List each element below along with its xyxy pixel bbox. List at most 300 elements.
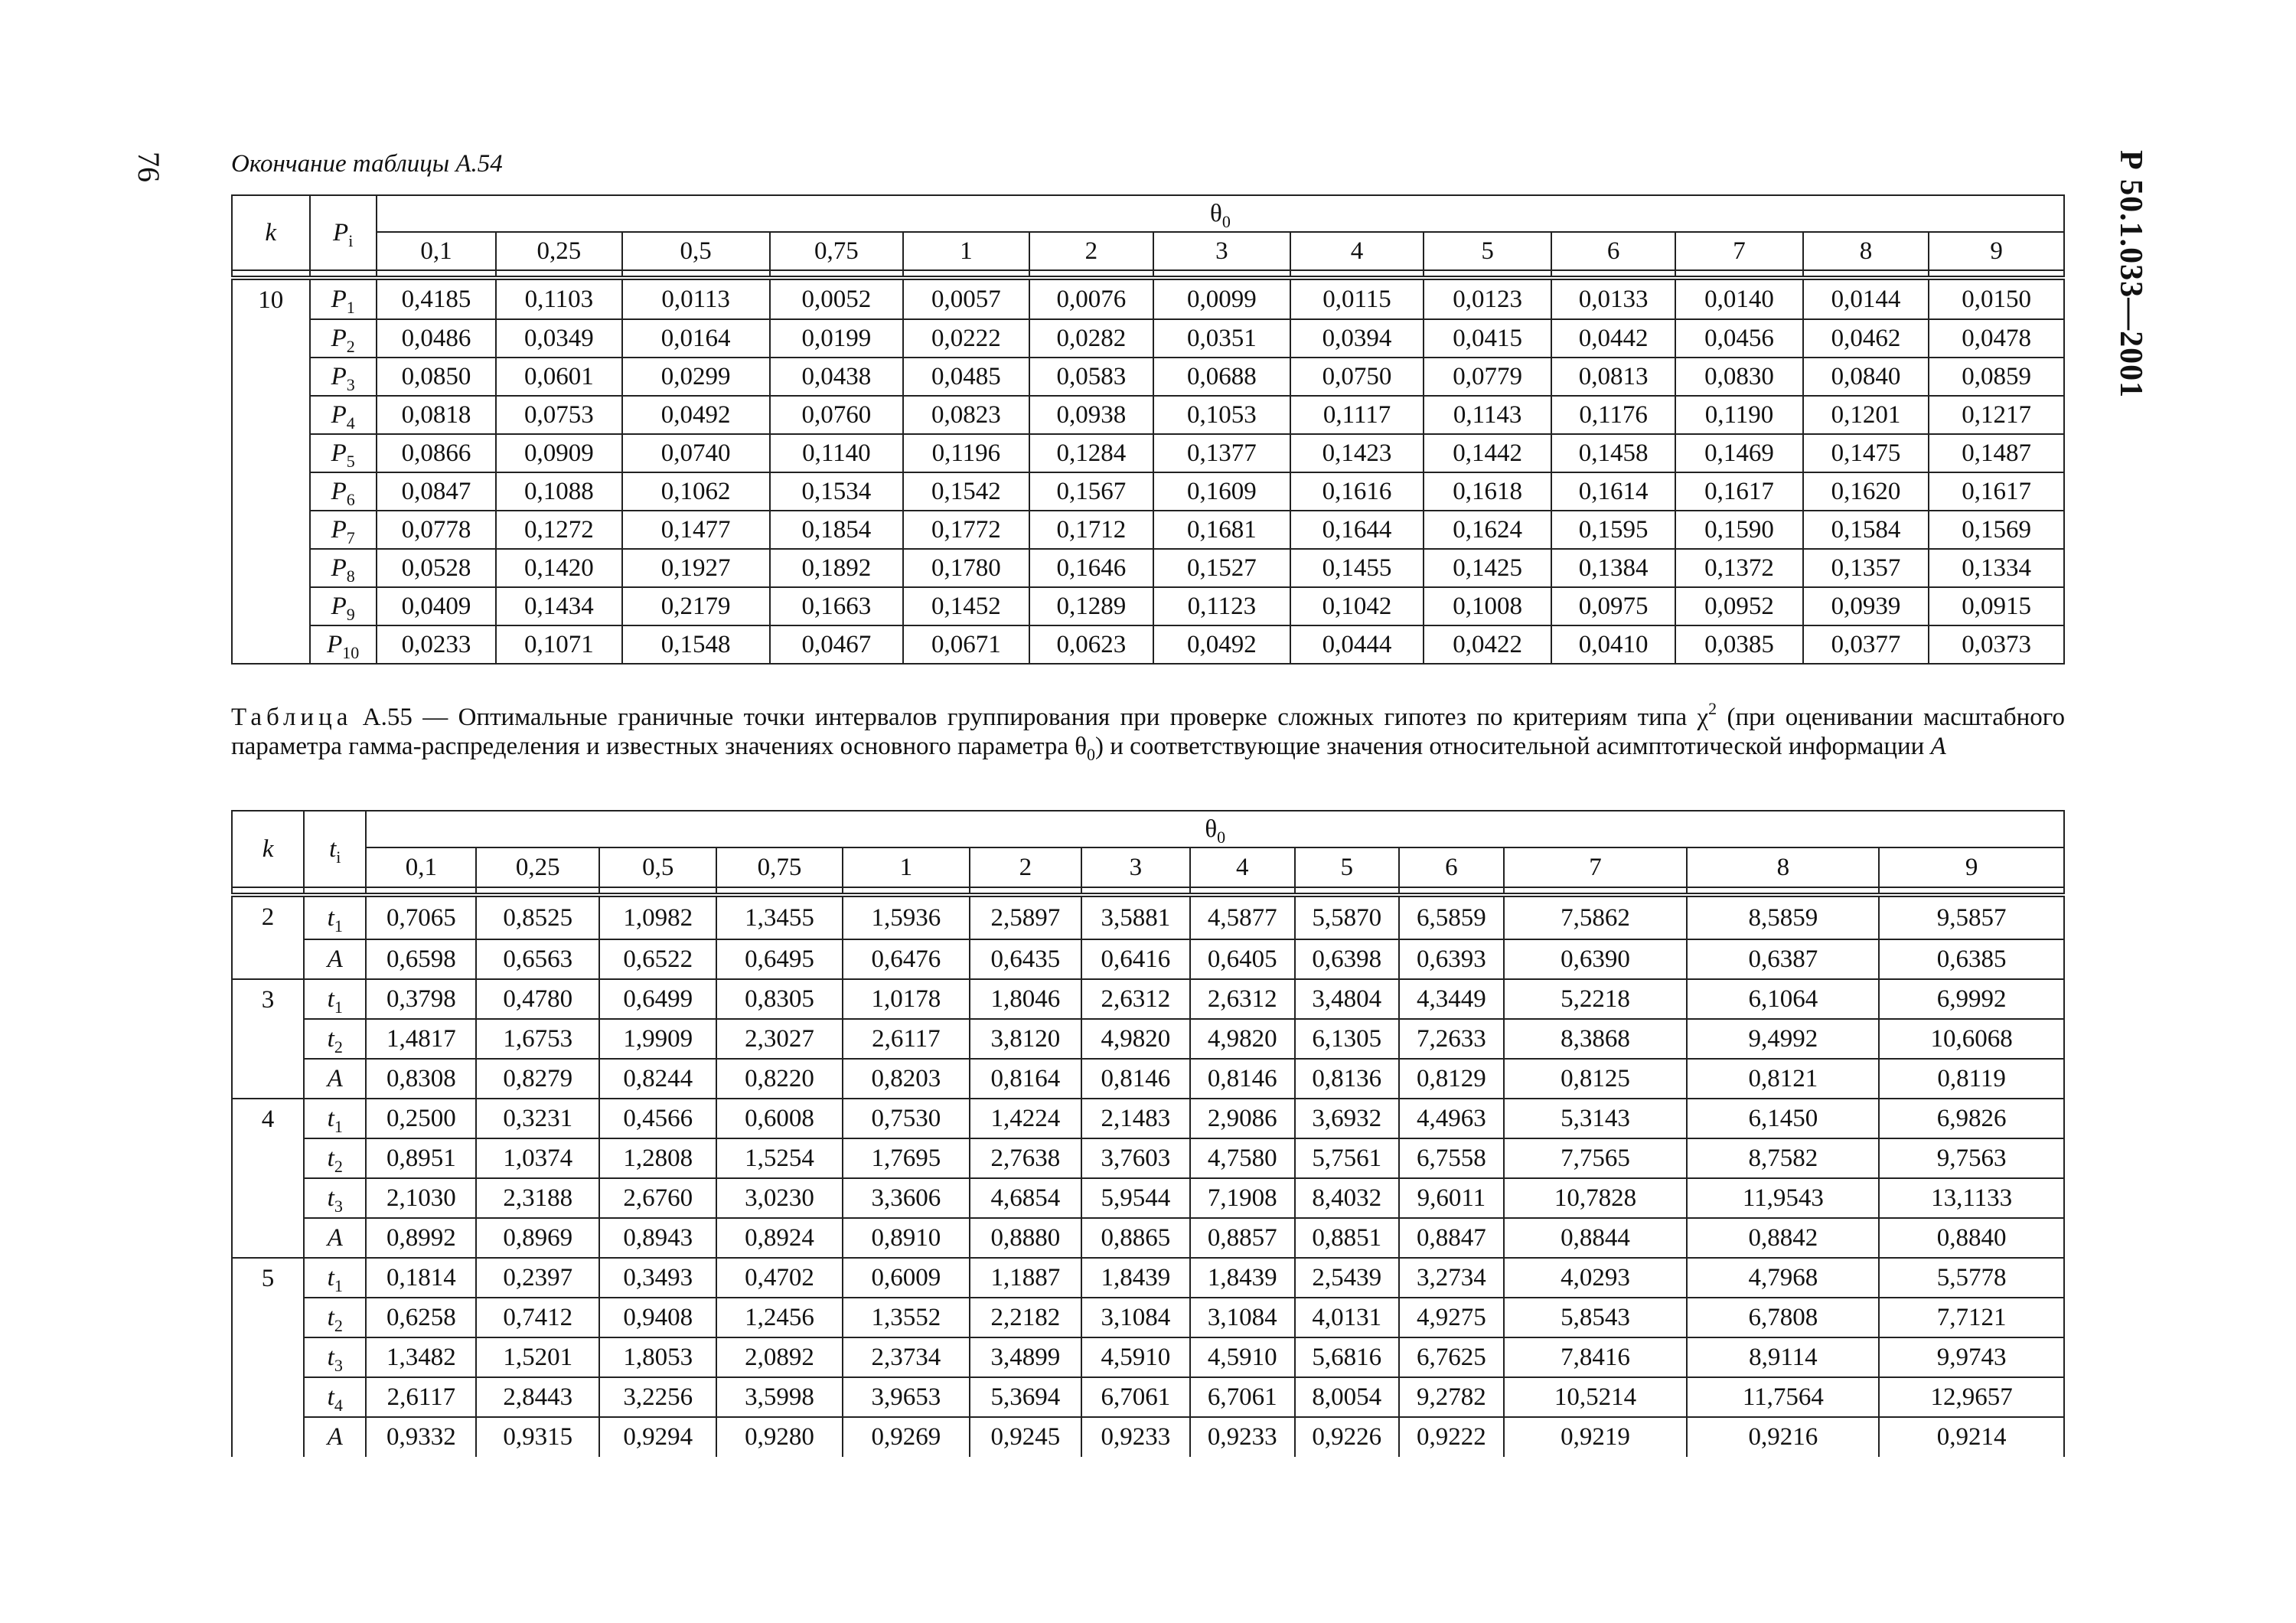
table-cell: 0,0444 (1290, 625, 1424, 664)
theta-value: 1 (843, 847, 970, 887)
table-cell: 0,4185 (377, 278, 496, 319)
table-cell: 0,1053 (1153, 396, 1290, 434)
table-cell: 0,1584 (1803, 511, 1929, 549)
table-cell: 2,0892 (716, 1337, 842, 1377)
table-row (232, 1178, 2064, 1218)
a-label-letter: A (327, 1423, 343, 1451)
table-cell: 0,0456 (1675, 319, 1803, 358)
table-cell: 0,1190 (1675, 396, 1803, 434)
table-cell: 0,1176 (1551, 396, 1675, 434)
table-cell: 4,9820 (1190, 1019, 1295, 1059)
table-cell: 0,1712 (1029, 511, 1153, 549)
table-cell: 1,3455 (716, 895, 842, 939)
theta-value: 0,25 (496, 232, 621, 270)
table-cell: 0,0349 (496, 319, 621, 358)
table-cell: 2,7638 (970, 1138, 1081, 1178)
table-cell: 0,0938 (1029, 396, 1153, 434)
table-cell: 0,1534 (770, 472, 904, 511)
table-cell: 0,6393 (1399, 939, 1504, 979)
t-label-letter: t (327, 1104, 334, 1132)
t-label-letter: t (327, 1263, 334, 1292)
chi-superscript: 2 (1708, 699, 1717, 718)
t-label-letter: t (327, 1024, 334, 1053)
table-cell: 0,1434 (496, 587, 621, 625)
table-cell: 2,6312 (1190, 979, 1295, 1019)
theta-symbol: θ (1210, 199, 1222, 227)
table-cell: 9,5857 (1879, 895, 2064, 939)
table-cell: 3,1084 (1081, 1298, 1190, 1337)
table-cell: 0,6398 (1295, 939, 1400, 979)
spacer-cell (1424, 270, 1551, 278)
caption-label: Таблица (231, 704, 353, 731)
table-cell: 1,5254 (716, 1138, 842, 1178)
table-cell: 0,9315 (476, 1417, 599, 1457)
table-cell: 0,1569 (1929, 511, 2064, 549)
table-cell: 5,7561 (1295, 1138, 1400, 1178)
table-cell: 3,0230 (716, 1178, 842, 1218)
table-row (232, 278, 2064, 319)
theta-value: 2 (970, 847, 1081, 887)
table-cell: 6,7061 (1190, 1377, 1295, 1417)
table-cell: 4,0293 (1504, 1258, 1688, 1298)
table-cell: 6,7808 (1687, 1298, 1879, 1337)
table-cell: 0,0351 (1153, 319, 1290, 358)
table-cell: 0,0113 (622, 278, 770, 319)
table-cell: 0,8844 (1504, 1218, 1688, 1258)
table-cell: 4,5877 (1190, 895, 1295, 939)
table-cell: 0,0840 (1803, 358, 1929, 396)
table-cell: 0,1927 (622, 549, 770, 587)
spacer-cell (1029, 270, 1153, 278)
table-cell: 0,0076 (1029, 278, 1153, 319)
table-cell: 0,1272 (496, 511, 621, 549)
table-cell: 3,2734 (1399, 1258, 1504, 1298)
table-cell: 0,6008 (716, 1099, 842, 1138)
table-cell: 0,0133 (1551, 278, 1675, 319)
table-cell: 0,1469 (1675, 434, 1803, 472)
p-label-subscript: 3 (346, 374, 355, 394)
table-cell: 0,0850 (377, 358, 496, 396)
table-row (232, 511, 2064, 549)
table-cell: 1,8046 (970, 979, 1081, 1019)
table-cell: 0,0939 (1803, 587, 1929, 625)
table-row (232, 396, 2064, 434)
theta-value: 5 (1295, 847, 1400, 887)
table-cell: 0,0123 (1424, 278, 1551, 319)
p-label-subscript: 8 (346, 566, 355, 586)
table-cell: 0,0199 (770, 319, 904, 358)
spacer-cell (1687, 887, 1879, 895)
table-cell: 6,1305 (1295, 1019, 1400, 1059)
theta-value: 8 (1687, 847, 1879, 887)
t-label-letter: t (327, 985, 334, 1013)
table-cell: 3,2256 (599, 1377, 716, 1417)
table-cell: 0,6390 (1504, 939, 1688, 979)
table-cell: 0,1425 (1424, 549, 1551, 587)
theta-value: 6 (1551, 232, 1675, 270)
table-row (232, 1377, 2064, 1417)
table-cell: 0,0492 (1153, 625, 1290, 664)
spacer-cell (310, 270, 377, 278)
table-cell: 0,1477 (622, 511, 770, 549)
t-label-subscript: 2 (334, 1156, 343, 1176)
table-row (232, 939, 2064, 979)
t-label-letter: t (327, 1184, 334, 1212)
t-label-subscript: 1 (334, 1116, 343, 1136)
k-value: 3 (232, 979, 304, 1099)
table-cell: 2,1483 (1081, 1099, 1190, 1138)
table-cell: 4,5910 (1081, 1337, 1190, 1377)
theta-value: 0,1 (366, 847, 476, 887)
table-cell: 0,9214 (1879, 1417, 2064, 1457)
t-label-subscript: 1 (334, 916, 343, 936)
table-cell: 0,1423 (1290, 434, 1424, 472)
a-label-letter: A (327, 1064, 343, 1092)
table-cell: 0,9408 (599, 1298, 716, 1337)
table-cell: 8,5859 (1687, 895, 1879, 939)
table-row (232, 1337, 2064, 1377)
table-cell: 0,9294 (599, 1417, 716, 1457)
table-cell: 0,1143 (1424, 396, 1551, 434)
k-value: 10 (232, 278, 310, 664)
t-label-subscript: 2 (334, 1037, 343, 1056)
table-cell: 0,1201 (1803, 396, 1929, 434)
table-cell: 9,6011 (1399, 1178, 1504, 1218)
table-cell: 0,6435 (970, 939, 1081, 979)
table-cell: 4,6854 (970, 1178, 1081, 1218)
table-cell: 0,1663 (770, 587, 904, 625)
table-cell: 0,0740 (622, 434, 770, 472)
table-cell: 0,0952 (1675, 587, 1803, 625)
table-cell: 0,1617 (1929, 472, 2064, 511)
table-cell: 0,1772 (903, 511, 1029, 549)
table-cell: 0,1475 (1803, 434, 1929, 472)
theta-value: 9 (1929, 232, 2064, 270)
table-cell: 0,9332 (366, 1417, 476, 1457)
table-cell: 2,1030 (366, 1178, 476, 1218)
spacer-cell (476, 887, 599, 895)
theta-value: 5 (1424, 232, 1551, 270)
table-cell: 0,1071 (496, 625, 621, 664)
table-cell: 0,1614 (1551, 472, 1675, 511)
table-row (232, 1298, 2064, 1337)
table-cell: 0,1609 (1153, 472, 1290, 511)
table-cell: 0,8136 (1295, 1059, 1400, 1099)
table-cell: 9,2782 (1399, 1377, 1504, 1417)
table-cell: 11,7564 (1687, 1377, 1879, 1417)
table-row (232, 549, 2064, 587)
k-value: 5 (232, 1258, 304, 1457)
table-cell: 0,0099 (1153, 278, 1290, 319)
spacer-cell (496, 270, 621, 278)
a-label (304, 1059, 366, 1099)
table-cell: 2,9086 (1190, 1099, 1295, 1138)
table-cell: 0,1123 (1153, 587, 1290, 625)
spacer-cell (1929, 270, 2064, 278)
table-cell: 3,4804 (1295, 979, 1400, 1019)
k-header (232, 811, 304, 887)
table-cell: 0,1624 (1424, 511, 1551, 549)
table-cell: 1,2808 (599, 1138, 716, 1178)
table-cell: 5,3143 (1504, 1099, 1688, 1138)
a-label-letter: A (327, 1223, 343, 1252)
table-cell: 0,1542 (903, 472, 1029, 511)
table-cell: 4,7968 (1687, 1258, 1879, 1298)
spacer-cell (1803, 270, 1929, 278)
table-cell: 0,0282 (1029, 319, 1153, 358)
p-label (310, 472, 377, 511)
theta-value: 0,5 (622, 232, 770, 270)
p-label (310, 278, 377, 319)
table-cell: 0,6476 (843, 939, 970, 979)
t-label (304, 1377, 366, 1417)
table-cell: 0,6387 (1687, 939, 1879, 979)
table-cell: 0,0115 (1290, 278, 1424, 319)
caption-text-2: (при оценивании масштабного параметра гамма-распределения и известных значениях основного параметра θ (231, 704, 2066, 760)
t-label-subscript: 3 (334, 1355, 343, 1375)
p-label (310, 396, 377, 434)
theta-value: 9 (1879, 847, 2064, 887)
table-cell: 4,9820 (1081, 1019, 1190, 1059)
table-cell: 0,4702 (716, 1258, 842, 1298)
table-cell: 0,1284 (1029, 434, 1153, 472)
p-label-subscript: 5 (346, 451, 355, 471)
table-cell: 4,3449 (1399, 979, 1504, 1019)
label-header (304, 811, 366, 887)
p-label-letter: P (331, 285, 347, 313)
theta-values-row (232, 232, 2064, 270)
table-cell: 0,1217 (1929, 396, 2064, 434)
table-cell: 11,9543 (1687, 1178, 1879, 1218)
spacer-cell (1153, 270, 1290, 278)
table-cell: 5,8543 (1504, 1298, 1688, 1337)
header-spacer (232, 887, 2064, 895)
table-cell: 0,0492 (622, 396, 770, 434)
table-cell: 0,0478 (1929, 319, 2064, 358)
table-cell: 1,8053 (599, 1337, 716, 1377)
table-cell: 2,3027 (716, 1019, 842, 1059)
table-cell: 0,9280 (716, 1417, 842, 1457)
table-cell: 0,0144 (1803, 278, 1929, 319)
table-cell: 0,1458 (1551, 434, 1675, 472)
caption-text-1: А.55 — Оптимальные граничные точки интервалов группирования при проверке сложных гипотез по критериям типа (362, 704, 1698, 731)
theta-subscript: 0 (1217, 827, 1226, 847)
table-cell: 2,6760 (599, 1178, 716, 1218)
header-row (232, 811, 2064, 847)
table-cell: 0,0915 (1929, 587, 2064, 625)
spacer-cell (716, 887, 842, 895)
table-row (232, 358, 2064, 396)
t-label (304, 1258, 366, 1298)
spacer-cell (903, 270, 1029, 278)
table-cell: 0,9245 (970, 1417, 1081, 1457)
table-row (232, 1218, 2064, 1258)
table-cell: 5,6816 (1295, 1337, 1400, 1377)
table-cell: 0,0233 (377, 625, 496, 664)
theta-value: 3 (1153, 232, 1290, 270)
table-cell: 6,1064 (1687, 979, 1879, 1019)
table-cell: 0,0415 (1424, 319, 1551, 358)
table-cell: 5,9544 (1081, 1178, 1190, 1218)
table-cell: 0,1334 (1929, 549, 2064, 587)
spacer-cell (1190, 887, 1295, 895)
table-cell: 0,0823 (903, 396, 1029, 434)
p-label-subscript: 1 (346, 297, 355, 317)
table-cell: 0,1595 (1551, 511, 1675, 549)
table-cell: 6,9826 (1879, 1099, 2064, 1138)
label-header-subscript: i (348, 230, 354, 250)
table-cell: 0,0442 (1551, 319, 1675, 358)
table-cell: 1,0982 (599, 895, 716, 939)
table-cell: 0,1357 (1803, 549, 1929, 587)
table-cell: 3,3606 (843, 1178, 970, 1218)
table-cell: 0,0394 (1290, 319, 1424, 358)
table-cell: 0,1377 (1153, 434, 1290, 472)
table-cell: 0,0377 (1803, 625, 1929, 664)
spacer-cell (1551, 270, 1675, 278)
table-row (232, 1258, 2064, 1298)
table-cell: 0,2500 (366, 1099, 476, 1138)
document-code: Р 50.1.033—2001 (2113, 150, 2148, 399)
table-cell: 0,1289 (1029, 587, 1153, 625)
table-cell: 0,0422 (1424, 625, 1551, 664)
table-cell: 0,9269 (843, 1417, 970, 1457)
theta-subscript: 0 (1221, 211, 1231, 231)
t-label-letter: t (327, 1303, 334, 1331)
table-cell: 2,2182 (970, 1298, 1081, 1337)
table-cell: 3,8120 (970, 1019, 1081, 1059)
table-cell: 0,0299 (622, 358, 770, 396)
table-cell: 0,8305 (716, 979, 842, 1019)
table-cell: 4,7580 (1190, 1138, 1295, 1178)
p-label-letter: P (331, 439, 347, 467)
p-label-subscript: 9 (346, 604, 355, 624)
table-cell: 0,0688 (1153, 358, 1290, 396)
table-cell: 0,3798 (366, 979, 476, 1019)
table-cell: 7,7121 (1879, 1298, 2064, 1337)
table-cell: 4,4963 (1399, 1099, 1504, 1138)
table-cell: 3,5881 (1081, 895, 1190, 939)
theta-value: 0,75 (770, 232, 904, 270)
spacer-cell (232, 887, 304, 895)
a-label (304, 1417, 366, 1457)
t-label-subscript: 3 (334, 1196, 343, 1216)
table-cell: 1,9909 (599, 1019, 716, 1059)
table-cell: 0,1616 (1290, 472, 1424, 511)
table-cell: 0,1590 (1675, 511, 1803, 549)
table-cell: 9,7563 (1879, 1138, 2064, 1178)
table-cell: 0,0467 (770, 625, 904, 664)
table-cell: 0,0975 (1551, 587, 1675, 625)
continuation-title: Окончание таблицы А.54 (231, 150, 503, 178)
table-cell: 0,6522 (599, 939, 716, 979)
table-cell: 0,8842 (1687, 1218, 1879, 1258)
caption-text-3: ) и соответствующие значения относительной асимптотической информации (1095, 733, 1931, 760)
table-cell: 0,1780 (903, 549, 1029, 587)
table-cell: 0,0140 (1675, 278, 1803, 319)
table-cell: 0,6385 (1879, 939, 2064, 979)
table-cell: 0,6499 (599, 979, 716, 1019)
table-cell: 3,6932 (1295, 1099, 1400, 1138)
table-cell: 13,1133 (1879, 1178, 2064, 1218)
p-label (310, 511, 377, 549)
table-cell: 0,8910 (843, 1218, 970, 1258)
p-label-letter: P (327, 630, 343, 658)
table-cell: 0,6405 (1190, 939, 1295, 979)
table-cell: 1,2456 (716, 1298, 842, 1337)
spacer-cell (1879, 887, 2064, 895)
table-cell: 0,8880 (970, 1218, 1081, 1258)
theta-value: 3 (1081, 847, 1190, 887)
p-label (310, 549, 377, 587)
caption-a-letter: А (1930, 733, 1946, 760)
theta-value: 6 (1399, 847, 1504, 887)
t-label-subscript: 4 (334, 1395, 343, 1415)
table-cell: 0,1442 (1424, 434, 1551, 472)
p-label-letter: P (331, 362, 347, 390)
table-cell: 2,8443 (476, 1377, 599, 1417)
table-row (232, 319, 2064, 358)
table-cell: 0,9216 (1687, 1417, 1879, 1457)
table-cell: 0,0410 (1551, 625, 1675, 664)
table-cell: 4,9275 (1399, 1298, 1504, 1337)
table-cell: 0,1620 (1803, 472, 1929, 511)
label-header-letter: P (333, 218, 349, 247)
table-cell: 0,1644 (1290, 511, 1424, 549)
p-label (310, 319, 377, 358)
table-cell: 0,1617 (1675, 472, 1803, 511)
theta-value: 0,5 (599, 847, 716, 887)
table-cell: 6,7558 (1399, 1138, 1504, 1178)
table-cell: 1,6753 (476, 1019, 599, 1059)
theta-header (377, 195, 2064, 232)
table-cell: 0,7530 (843, 1099, 970, 1138)
table-cell: 8,4032 (1295, 1178, 1400, 1218)
theta-header (366, 811, 2064, 847)
table-cell: 0,8992 (366, 1218, 476, 1258)
theta-value: 0,75 (716, 847, 842, 887)
table-cell: 0,0462 (1803, 319, 1929, 358)
table-cell: 0,1196 (903, 434, 1029, 472)
table-cell: 0,8279 (476, 1059, 599, 1099)
p-label (310, 625, 377, 664)
table-cell: 0,0847 (377, 472, 496, 511)
table-cell: 0,0623 (1029, 625, 1153, 664)
table-cell: 0,8969 (476, 1218, 599, 1258)
table-cell: 0,1646 (1029, 549, 1153, 587)
table-cell: 7,2633 (1399, 1019, 1504, 1059)
table-cell: 0,0385 (1675, 625, 1803, 664)
table-row (232, 1417, 2064, 1457)
table-cell: 4,0131 (1295, 1298, 1400, 1337)
table-row (232, 1019, 2064, 1059)
table-a54 (231, 194, 2065, 665)
table-cell: 7,8416 (1504, 1337, 1688, 1377)
table-cell: 3,5998 (716, 1377, 842, 1417)
table-cell: 7,1908 (1190, 1178, 1295, 1218)
table-cell: 0,9226 (1295, 1417, 1400, 1457)
table-cell: 8,9114 (1687, 1337, 1879, 1377)
table-cell: 7,5862 (1504, 895, 1688, 939)
table-cell: 0,0866 (377, 434, 496, 472)
table-cell: 3,7603 (1081, 1138, 1190, 1178)
spacer-cell (1399, 887, 1504, 895)
table-cell: 0,2397 (476, 1258, 599, 1298)
p-label-subscript: 6 (346, 489, 355, 509)
label-header-subscript: i (336, 847, 341, 867)
table-cell: 0,0222 (903, 319, 1029, 358)
table-cell: 0,7412 (476, 1298, 599, 1337)
